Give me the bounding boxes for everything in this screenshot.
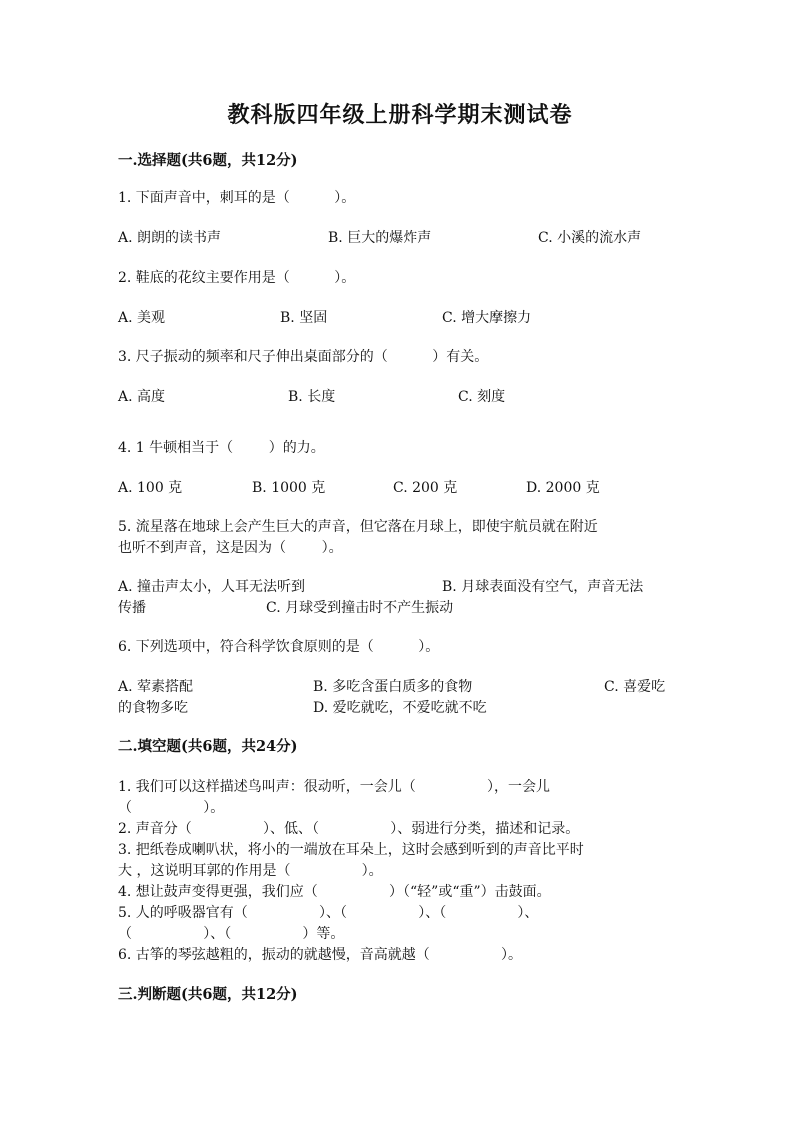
s1-q1-option-c: C. 小溪的流水声 [538, 230, 642, 246]
s1-q6-option-c-line1: C. 喜爱吃 [604, 679, 666, 695]
s1-q4-option-b: B. 1000 克 [252, 480, 326, 496]
s1-q5-stem-line2: 也听不到声音，这是因为（ ）。 [118, 540, 343, 556]
s1-q5-option-c: C. 月球受到撞击时不产生振动 [266, 600, 454, 616]
s1-q5-option-b-line2: 传播 [118, 600, 146, 616]
page-title: 教科版四年级上册科学期末测试卷 [227, 102, 573, 128]
s1-q5-option-b-line1: B. 月球表面没有空气，声音无法 [442, 579, 644, 595]
section3-heading: 三.判断题(共6题，共12分) [118, 986, 298, 1003]
s1-q6-option-b: B. 多吃含蛋白质多的食物 [313, 679, 473, 695]
s2-q6: 6. 古筝的琴弦越粗的，振动的就越慢，音高就越（ ）。 [118, 947, 523, 963]
s2-q3-line1: 3. 把纸卷成喇叭状，将小的一端放在耳朵上，这时会感到听到的声音比平时 [118, 842, 584, 858]
s1-q3-option-a: A. 高度 [118, 389, 166, 405]
section1-heading: 一.选择题(共6题，共12分) [118, 152, 298, 169]
s1-q3-option-c: C. 刻度 [458, 389, 506, 405]
s1-q1-stem: 1. 下面声音中，刺耳的是（ ）。 [118, 190, 356, 206]
s1-q4-option-c: C. 200 克 [393, 480, 458, 496]
s1-q2-stem: 2. 鞋底的花纹主要作用是（ ）。 [118, 270, 356, 286]
s1-q4-option-a: A. 100 克 [118, 480, 183, 496]
s1-q3-option-b: B. 长度 [288, 389, 336, 405]
s2-q1-line2: （ ）。 [118, 800, 225, 816]
s1-q3-stem: 3. 尺子振动的频率和尺子伸出桌面部分的（ ）有关。 [118, 349, 489, 365]
section2-heading: 二.填空题(共6题，共24分) [118, 738, 298, 755]
s1-q4-stem: 4. 1 牛顿相当于（ ）的力。 [118, 440, 325, 456]
s1-q5-option-a: A. 撞击声太小，人耳无法听到 [118, 579, 306, 595]
s2-q5-line2: （ ）、（ ）等。 [118, 926, 345, 942]
s1-q2-option-a: A. 美观 [118, 310, 166, 326]
s2-q1-line1: 1. 我们可以这样描述鸟叫声：很动听，一会儿（ ），一会儿 [118, 779, 551, 795]
s1-q1-option-a: A. 朗朗的读书声 [118, 230, 222, 246]
s2-q2: 2. 声音分（ ）、低、（ ）、弱进行分类，描述和记录。 [118, 821, 580, 837]
s1-q2-option-b: B. 坚固 [280, 310, 328, 326]
s1-q4-option-d: D. 2000 克 [526, 480, 600, 496]
s2-q5-line1: 5. 人的呼吸器官有（ ）、（ ）、（ ）、 [118, 905, 539, 921]
s1-q1-option-b: B. 巨大的爆炸声 [328, 230, 432, 246]
s1-q2-option-c: C. 增大摩擦力 [442, 310, 532, 326]
s1-q6-stem: 6. 下列选项中，符合科学饮食原则的是（ ）。 [118, 639, 440, 655]
s1-q6-option-c-line2: 的食物多吃 [118, 700, 188, 716]
s2-q3-line2: 大 ，这说明耳郭的作用是（ ）。 [118, 863, 383, 879]
s1-q5-stem-line1: 5. 流星落在地球上会产生巨大的声音，但它落在月球上，即使宇航员就在附近 [118, 519, 598, 535]
s2-q4: 4. 想让鼓声变得更强，我们应（ ）（“轻”或“重”）击鼓面。 [118, 884, 551, 900]
s1-q6-option-a: A. 荤素搭配 [118, 679, 194, 695]
s1-q6-option-d: D. 爱吃就吃，不爱吃就不吃 [313, 700, 487, 716]
